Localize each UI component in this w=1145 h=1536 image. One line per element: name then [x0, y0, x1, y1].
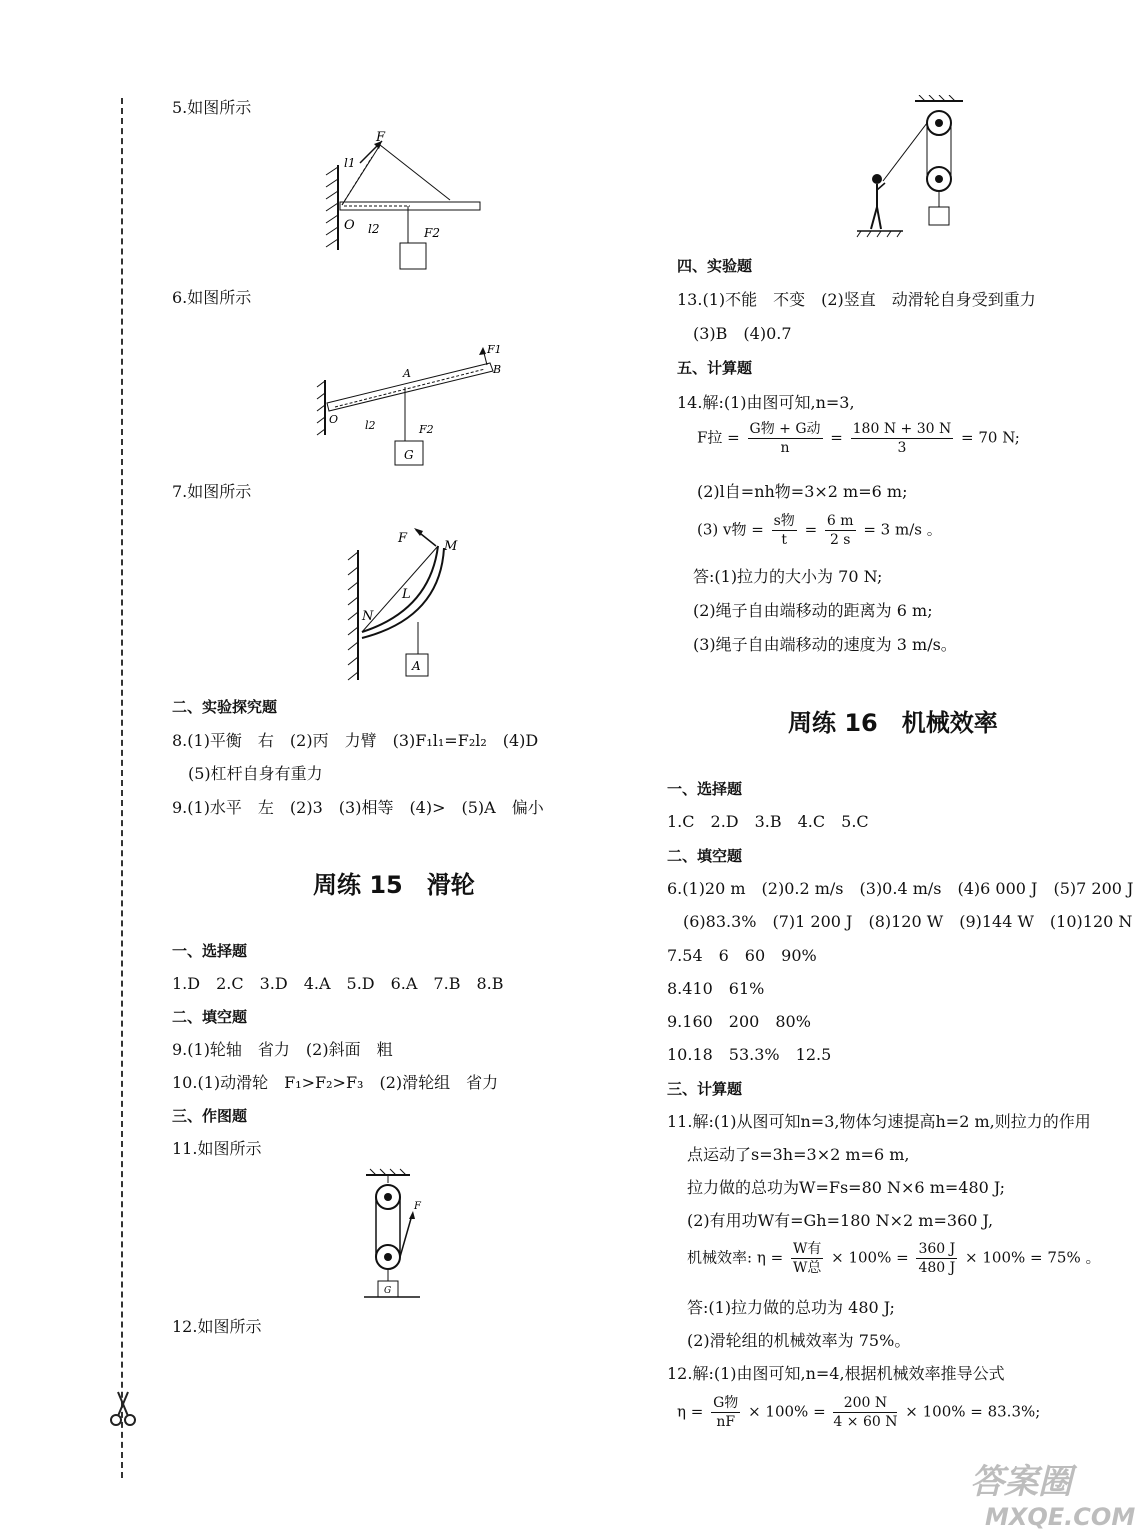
fig5-O: O: [344, 218, 355, 233]
fig11-F: F: [414, 1201, 421, 1212]
q14-answer1: 答:(1)拉力的大小为 70 N;: [693, 567, 883, 586]
q9b-line: 9.(1)轮轴 省力 (2)斜面 粗: [172, 1040, 393, 1059]
section-calc-right-2: 三、计算题: [667, 1080, 743, 1098]
svg-text:MXQE.COM: MXQE.COM: [985, 1503, 1136, 1530]
q9-line: 9.(1)水平 左 (2)3 (3)相等 (4)> (5)A 偏小: [172, 798, 544, 817]
q11-line4: (2)有用功W有=Gh=180 N×2 m=360 J,: [687, 1211, 994, 1230]
q14-answer2: (2)绳子自由端移动的距离为 6 m;: [693, 601, 933, 620]
q14-answer3: (3)绳子自由端移动的速度为 3 m/s。: [693, 635, 957, 654]
q7-line: 7.54 6 60 90%: [667, 946, 817, 965]
figure-14-pulley-person: [855, 95, 970, 240]
section-drawing: 三、作图题: [172, 1107, 248, 1125]
fig11-G: G: [384, 1286, 392, 1296]
section-fill-left: 二、填空题: [172, 1008, 248, 1026]
fig6-B: B: [493, 363, 502, 376]
q12-line1: 12.解:(1)由图可知,n=4,根据机械效率推导公式: [667, 1364, 1005, 1383]
q10-line: 10.(1)动滑轮 F₁>F₂>F₃ (2)滑轮组 省力: [172, 1073, 499, 1092]
q7-label: 7.如图所示: [172, 482, 252, 501]
q10-line-right: 10.18 53.3% 12.5: [667, 1045, 832, 1064]
fig5-F: F: [376, 130, 386, 145]
choice-answers-right: 1.C 2.D 3.B 4.C 5.C: [667, 812, 869, 831]
q14-line1: 14.解:(1)由图可知,n=3,: [677, 393, 855, 412]
q11-answer1: 答:(1)拉力做的总功为 480 J;: [687, 1298, 895, 1317]
watermark-logo: [965, 1455, 1140, 1530]
chapter-15-title: 周练 15 滑轮: [313, 871, 475, 899]
section-choice-left: 一、选择题: [172, 942, 248, 960]
section-fill-right: 二、填空题: [667, 847, 743, 865]
q8-line1: 8.(1)平衡 右 (2)丙 力臂 (3)F₁l₁=F₂l₂ (4)D: [172, 731, 539, 750]
chapter-16-title: 周练 16 机械效率: [788, 709, 998, 737]
q9-line-right: 9.160 200 80%: [667, 1012, 811, 1031]
section-experiment-left: 二、实验探究题: [172, 698, 278, 716]
q11-answer2: (2)滑轮组的机械效率为 75%。: [687, 1331, 911, 1350]
fig5-l1: l1: [344, 156, 356, 170]
svg-text:答案圈: 答案圈: [970, 1462, 1072, 1502]
scissors-icon: [108, 1388, 138, 1428]
q8-line: 8.410 61%: [667, 979, 765, 998]
fig7-A: A: [412, 659, 421, 673]
q11-label: 11.如图所示: [172, 1139, 262, 1158]
q12-label: 12.如图所示: [172, 1317, 262, 1336]
figure-7-bent-lever: [340, 520, 470, 685]
fig5-l2: l2: [368, 222, 380, 236]
fig6-G: G: [404, 448, 414, 462]
fig6-l2: l2: [365, 419, 376, 432]
fig7-F: F: [398, 531, 408, 546]
q8-line2: (5)杠杆自身有重力: [188, 764, 323, 783]
figure-5-lever: [320, 125, 490, 275]
section-choice-right: 一、选择题: [667, 780, 743, 798]
q5-label: 5.如图所示: [172, 98, 252, 117]
q11-line1: 11.解:(1)从图可知n=3,物体匀速提高h=2 m,则拉力的作用: [667, 1112, 1091, 1131]
figure-11-pulley: [360, 1165, 430, 1305]
q13-line1: 13.(1)不能 不变 (2)竖直 动滑轮自身受到重力: [677, 290, 1036, 309]
figure-6-lever: [315, 345, 510, 470]
fig7-M: M: [444, 539, 458, 554]
q13-line2: (3)B (4)0.7: [693, 324, 792, 343]
fig6-O: O: [329, 413, 339, 426]
q14-eq3: (3) v物 = $\frac{\text{s物}}{t}$ = $\frac{6 m}{2 s}$ = 3 m/s 。: [697, 513, 942, 548]
q6-label: 6.如图所示: [172, 288, 252, 307]
section-experiment-right: 四、实验题: [677, 257, 753, 275]
q6-line1: 6.(1)20 m (2)0.2 m/s (3)0.4 m/s (4)6 000 J (5)7 200 J: [667, 879, 1134, 898]
q11-line2: 点运动了s=3h=3×2 m=6 m,: [687, 1145, 910, 1164]
q14-eq1: F拉 = $\frac{\text{G物 + G动}}{n}$ = $\frac{180 N + 30 N}{3}$ = 70 N;: [697, 421, 1020, 456]
fig5-F2: F2: [424, 226, 440, 240]
q6-line2: (6)83.3% (7)1 200 J (8)120 W (9)144 W (10)120 N: [683, 912, 1133, 931]
fig6-F2: F2: [419, 423, 434, 436]
q11-efficiency-eq: 机械效率: η = $\frac{\text{W有}}{\text{W总}}$ × 100% = $\frac{360 J}{480 J}$ × 100% = 75% 。: [687, 1241, 1101, 1276]
fig7-L: L: [402, 587, 411, 602]
q12-efficiency-eq: η = $\frac{\text{G物}}{nF}$ × 100% = $\frac{200 N}{4 \times 60 N}$ × 100% = 83.3%;: [677, 1395, 1041, 1430]
fig7-N: N: [362, 609, 374, 624]
q11-line3: 拉力做的总功为W=Fs=80 N×6 m=480 J;: [687, 1178, 1006, 1197]
fig6-A: A: [403, 367, 411, 380]
q14-line2: (2)l自=nh物=3×2 m=6 m;: [697, 482, 908, 501]
section-calc-right: 五、计算题: [677, 359, 753, 377]
cut-line: [121, 98, 123, 1478]
choice-answers-left: 1.D 2.C 3.D 4.A 5.D 6.A 7.B 8.B: [172, 974, 504, 993]
fig6-F1: F1: [487, 345, 502, 356]
